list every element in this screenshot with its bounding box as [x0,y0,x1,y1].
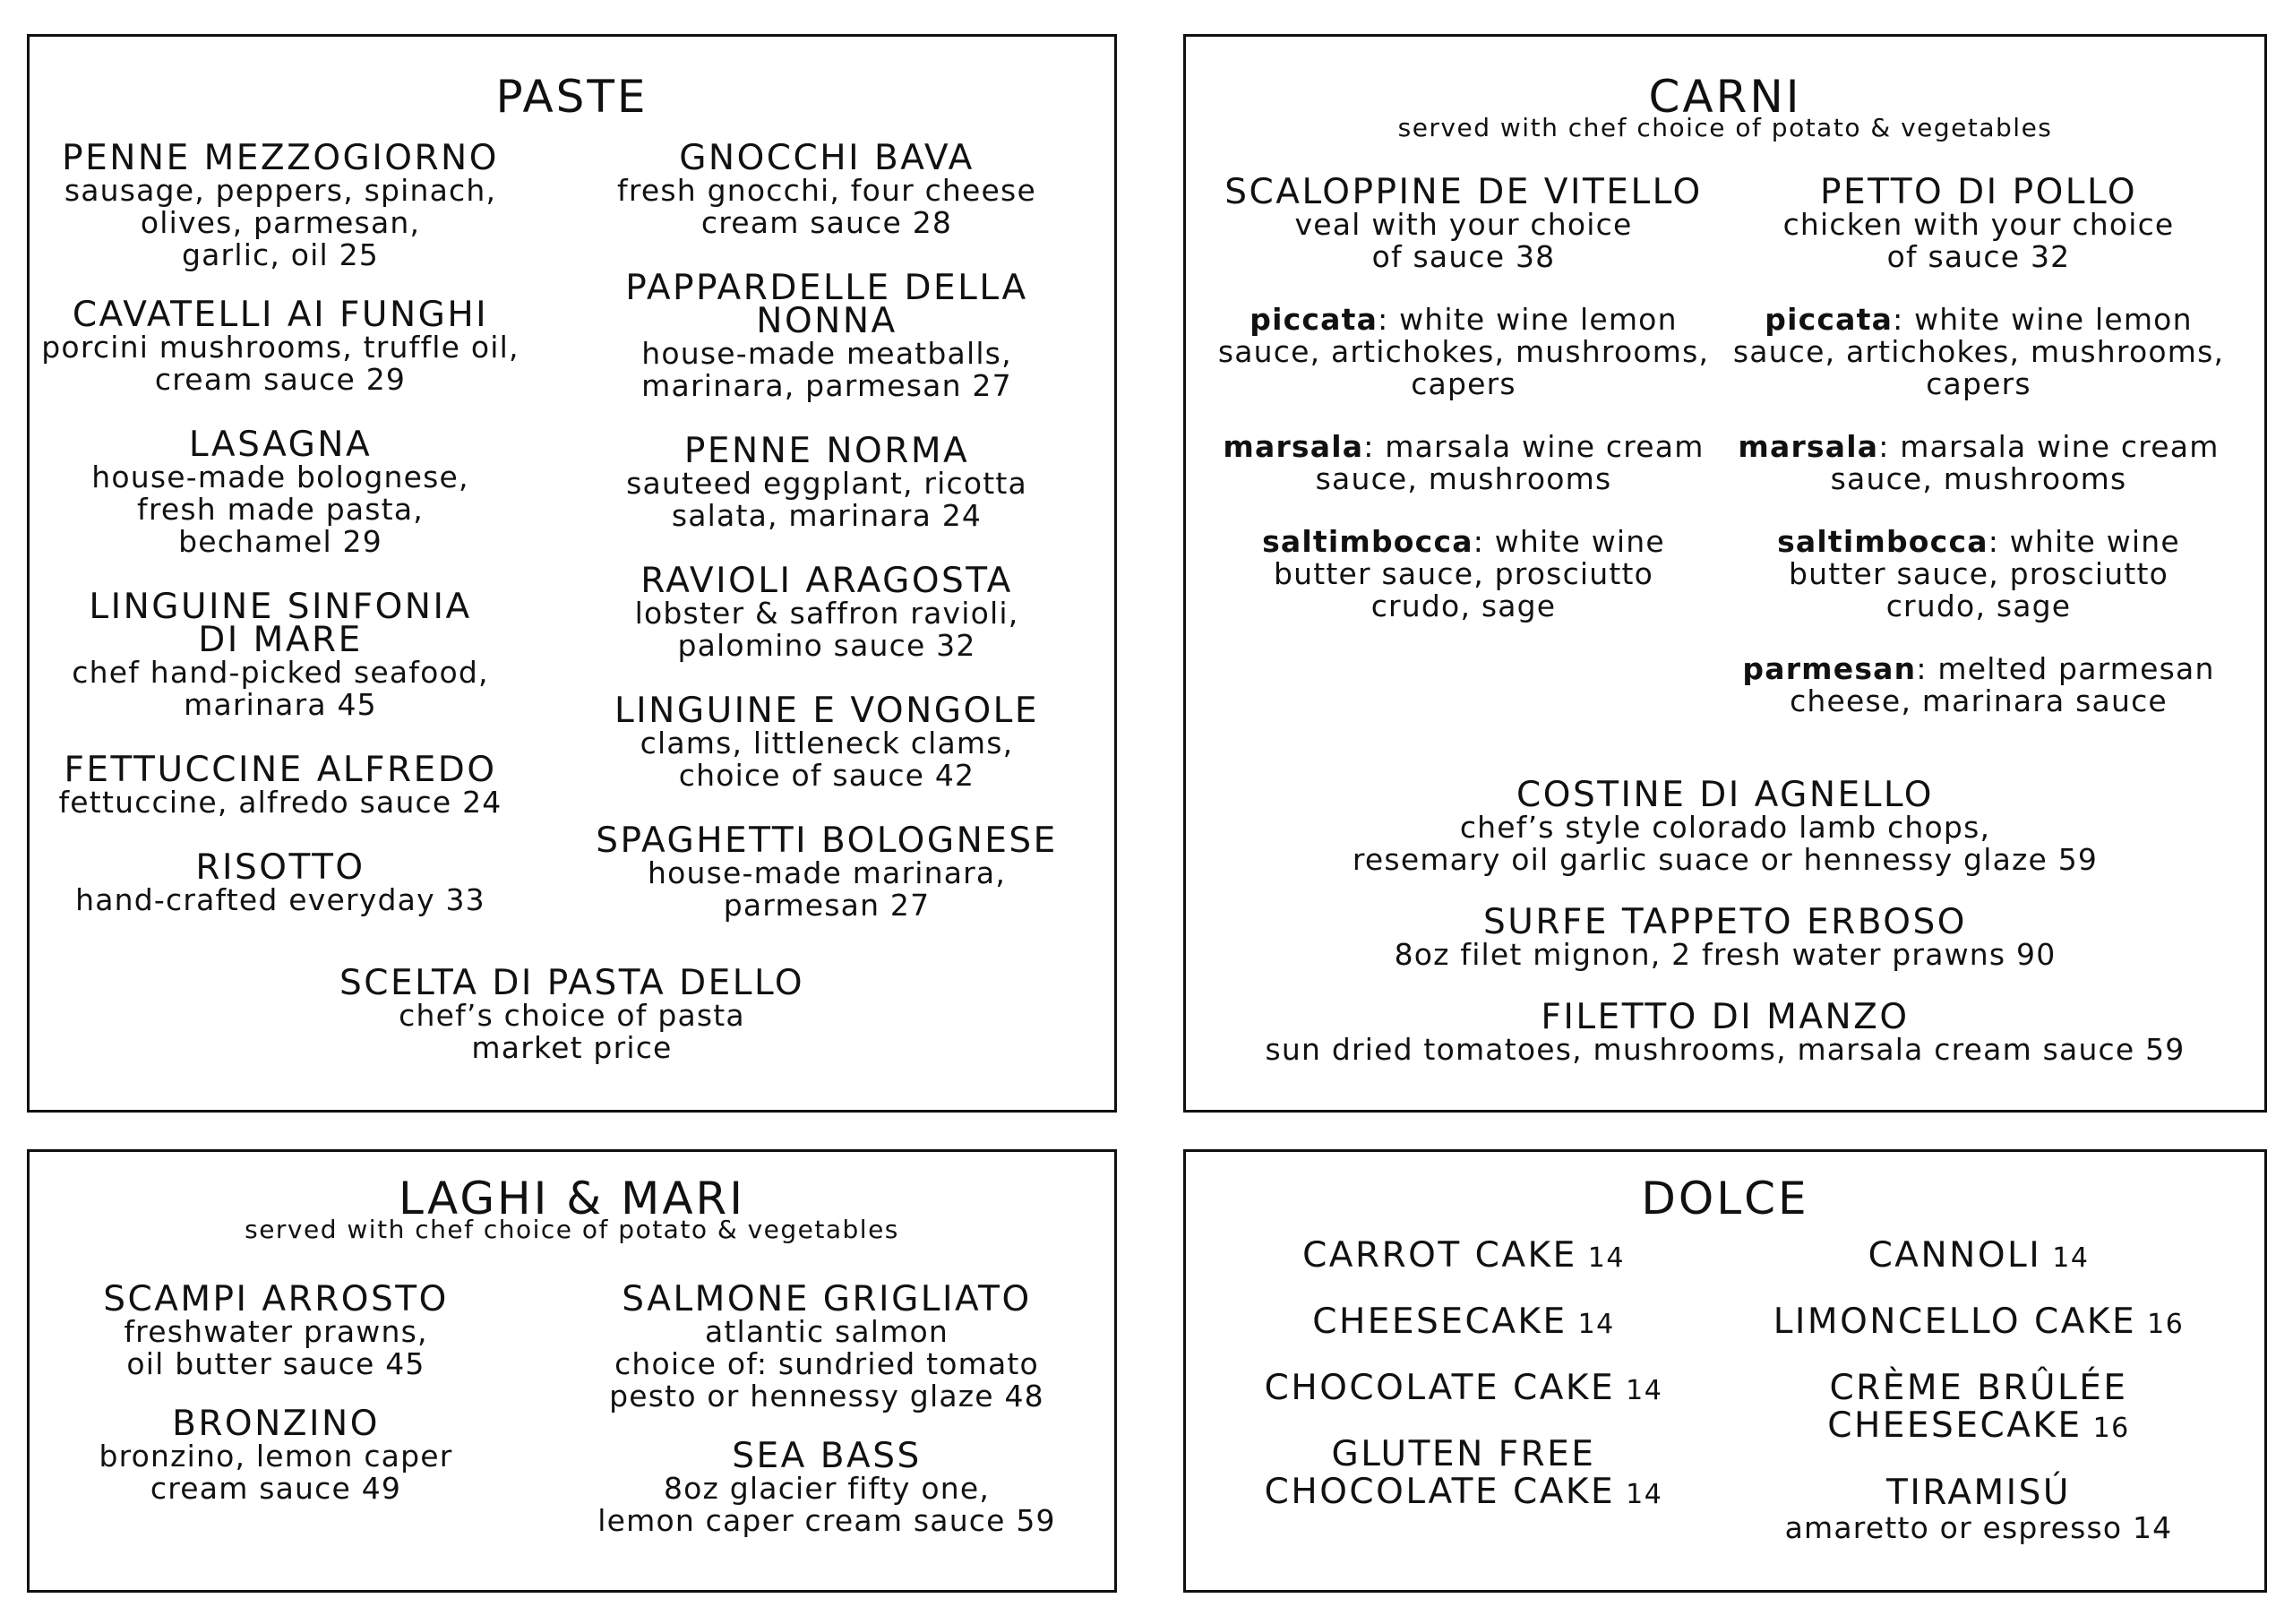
dessert-item [1701,1303,2256,1343]
menu-item [30,1404,522,1506]
item-desc: hand-crafted everyday 33 [75,882,485,917]
dessert-price: 14 [2052,1242,2090,1274]
item-desc: veal with your choice of sauce 38 [1294,207,1633,274]
dessert-name-line: TIRAMISÚ [1886,1473,2071,1513]
item-desc: sausage, peppers, spinach, olives, parmesan, garlic, oil 25 [64,173,497,272]
carni-right-column [1701,172,2256,718]
dessert-name: CHEESECAKE [1312,1302,1567,1342]
dessert-item [1701,1237,2256,1276]
dessert-name-line: GLUTEN FREE [1331,1434,1596,1474]
menu-item [30,750,531,820]
paste-right-column-inner [531,138,1122,923]
sauce-option [1701,431,2256,495]
item-desc: house-made meatballs, marinara, parmesan 27 [641,336,1012,403]
item-name: FILETTO DI MANZO [1541,997,1910,1037]
sauce-label: saltimbocca [1777,524,1988,559]
item-name: SEA BASS [732,1436,922,1476]
sauce-label: parmesan [1742,651,1917,686]
sauce-text: : marsala wine cream sauce, mushrooms [1830,429,2220,496]
paste-panel [27,34,1117,1113]
menu-item [531,561,1122,663]
laghi-mari-title: LAGHI & MARI [398,1173,746,1224]
item-desc: atlantic salmon choice of: sundried tomato pesto or hennessy glaze 48 [609,1314,1044,1413]
menu-item [30,847,531,917]
item-name: RISOTTO [195,847,365,888]
sauce-option [1186,526,1741,623]
item-desc: clams, littleneck clams, choice of sauce 42 [640,726,1014,793]
sauce-label: piccata [1250,302,1378,337]
item-name: PENNE MEZZOGIORNO [62,138,499,178]
laghi-left-column [30,1279,522,1506]
dolce-title: DOLCE [1641,1173,1809,1224]
sauce-option [1186,304,1741,400]
sauce-option [1701,526,2256,623]
item-desc: lobster & saffron ravioli, palomino sauce 32 [634,596,1019,663]
item-desc: chef’s style colorado lamb chops, resemary oil garlic suace or hennessy glaze 59 [1352,810,2099,877]
item-name: SCAMPI ARROSTO [103,1279,449,1319]
item-name: CAVATELLI AI FUNGHI [72,295,489,335]
dessert-price: 14 [1577,1309,1615,1340]
menu-item [1186,997,2264,1067]
item-desc: sauteed eggplant, ricotta salata, marinara 24 [626,466,1027,533]
dessert-item [1186,1303,1741,1343]
dessert-name: CHOCOLATE CAKE [1264,1368,1616,1408]
item-name: PAPPARDELLE DELLA NONNA [625,268,1028,341]
dessert-name-line: CRÈME BRÛLÉE [1829,1368,2128,1408]
carni-title: CARNI [1648,71,1802,123]
sauce-label: marsala [1223,429,1364,464]
menu-item [30,138,531,272]
sauce-text: : marsala wine cream sauce, mushrooms [1315,429,1705,496]
menu-item [30,295,531,397]
sauce-label: piccata [1765,302,1894,337]
menu-item [30,587,531,722]
dessert-name: LIMONCELLO CAKE [1773,1302,2137,1342]
laghi-mari-subtitle: served with chef choice of potato & vegetables [245,1215,899,1244]
dessert-price: 14 [1626,1479,1663,1510]
dessert-name-line: CHOCOLATE CAKE 14 [1264,1472,1663,1512]
item-desc: chef hand-picked seafood, marinara 45 [72,655,489,722]
item-name: COSTINE DI AGNELLO [1516,775,1934,815]
item-name: LASAGNA [188,425,373,465]
item-name: PENNE NORMA [683,431,970,471]
item-name: LINGUINE SINFONIA DI MARE [89,587,472,660]
carni-left-column [1186,172,1741,623]
dessert-price: 14 [1587,1242,1625,1274]
sauce-option [1186,431,1741,495]
item-name: LINGUINE E VONGOLE [614,691,1040,731]
item-name: BRONZINO [172,1404,380,1444]
dessert-item [1701,1370,2256,1448]
sauce-text: : white wine lemon sauce, artichokes, mushrooms, capers [1732,302,2225,401]
menu-item [531,268,1122,403]
menu-item [531,431,1122,533]
item-desc: freshwater prawns, oil butter sauce 45 [124,1314,428,1381]
dolce-left-column [1186,1237,1741,1514]
menu-item [531,821,1122,923]
dessert-item [1186,1370,1741,1409]
item-desc: chicken with your choice of sauce 32 [1782,207,2175,274]
item-name: SURFE TAPPETO ERBOSO [1483,902,1967,942]
dolce-panel [1183,1149,2267,1593]
item-name: GNOCCHI BAVA [679,138,975,178]
carni-subtitle: served with chef choice of potato & vegetables [1397,113,2053,142]
dessert-price: 14 [1626,1375,1663,1406]
item-desc: sun dried tomatoes, mushrooms, marsala cream sauce 59 [1265,1032,2186,1067]
paste-left-column [30,138,531,917]
sauce-label: marsala [1738,429,1879,464]
item-desc: 8oz filet mignon, 2 fresh water prawns 90 [1394,937,2057,972]
sauce-option [1701,653,2256,717]
dessert-name-line: CHEESECAKE 16 [1827,1405,2130,1446]
carni-panel [1183,34,2267,1113]
dessert-name: CARROT CAKE [1302,1235,1577,1276]
paste-title: PASTE [495,71,648,123]
item-name: RAVIOLI ARAGOSTA [640,561,1013,601]
sauce-text: : white wine lemon sauce, artichokes, mushrooms, capers [1217,302,1710,401]
dessert-price: 16 [2092,1413,2130,1444]
sauce-text: : white wine butter sauce, prosciutto crudo, sage [1788,524,2180,623]
item-desc: chef’s choice of pasta market price [399,998,745,1065]
menu-item [30,1279,522,1381]
menu-item [1186,775,2264,877]
menu-item [531,1436,1122,1538]
item-desc: fettuccine, alfredo sauce 24 [58,785,502,820]
sauce-option [1701,304,2256,400]
sauce-text: : melted parmesan cheese, marinara sauce [1790,651,2215,718]
item-desc: fresh gnocchi, four cheese cream sauce 28 [617,173,1036,240]
dessert-price: 16 [2147,1309,2185,1340]
item-name: SALMONE GRIGLIATO [622,1279,1032,1319]
menu-item [1186,902,2264,972]
sauce-label: saltimbocca [1262,524,1473,559]
item-name: SCALOPPINE DE VITELLO [1224,172,1703,212]
item-desc: house-made marinara, parmesan 27 [647,855,1007,923]
item-name: FETTUCCINE ALFREDO [64,750,497,790]
dessert-name: CANNOLI [1868,1235,2042,1276]
menu-item [531,138,1122,240]
menu-item [30,425,531,559]
item-desc: house-made bolognese, fresh made pasta, bechamel 29 [91,460,469,559]
dessert-desc: amaretto or espresso 14 [1784,1510,2173,1545]
item-name: SCELTA DI PASTA DELLO [339,963,805,1003]
laghi-right-column [531,1279,1122,1538]
item-name: SPAGHETTI BOLOGNESE [596,821,1058,861]
menu-item [531,691,1122,793]
dessert-item [1186,1237,1741,1276]
menu-item [30,963,1114,1065]
item-desc: bronzino, lemon caper cream sauce 49 [99,1439,453,1506]
laghi-mari-panel [27,1149,1117,1593]
item-desc: porcini mushrooms, truffle oil, cream sauce 29 [41,330,520,397]
item-name: PETTO DI POLLO [1819,172,2138,212]
dolce-right-column [1701,1237,2256,1544]
sauce-text: : white wine butter sauce, prosciutto crudo, sage [1273,524,1665,623]
item-desc: 8oz glacier fifty one, lemon caper cream sauce 59 [597,1471,1056,1538]
menu-item [531,1279,1122,1413]
dessert-item [1186,1436,1741,1514]
dessert-item [1701,1474,2256,1544]
